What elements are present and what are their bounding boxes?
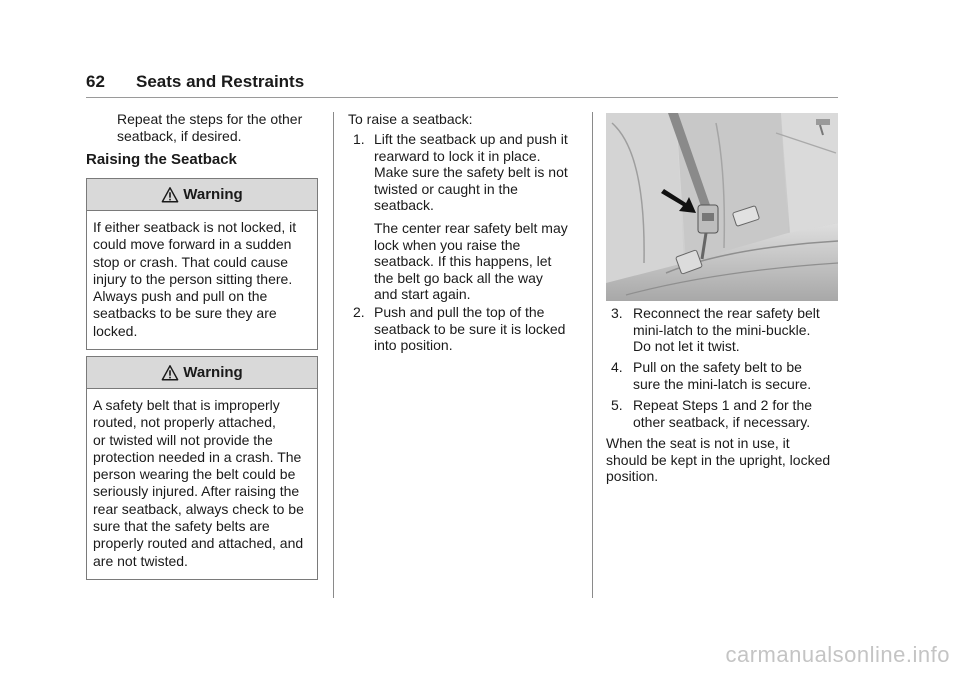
watermark: carmanualsonline.info [725,642,950,667]
text-line: seatback, if desired. [117,127,242,144]
text-line: Repeat Steps 1 and 2 for the [633,397,813,413]
text-line: Make sure the safety belt is not [374,164,568,181]
subsection-heading: Raising the Seatback [86,151,237,168]
text-line: into position. [374,337,453,354]
text-line: the belt go back all the way [374,269,543,286]
text-line: injury to the person sitting there. [93,270,293,287]
step-text [633,359,811,392]
text-line: could move forward in a sudden [93,236,292,253]
text-line: Always push and pull on the [93,288,268,305]
text-line: Pull on the safety belt to be [633,359,802,375]
step-number: 2. [353,304,365,320]
text-line: seatback. If this happens, let [374,253,552,270]
text-line: other seatback, if necessary. [633,413,811,430]
text-line: Lift the seatback up and push it [374,131,568,147]
warning-body [87,211,317,349]
step-note [374,220,568,303]
closing-paragraph [606,435,830,485]
text-line: A safety belt that is improperly [93,397,280,413]
text-line: seatback. [374,197,434,214]
intro-paragraph: To raise a seatback: [348,111,473,127]
text-line: mini-latch to the mini-buckle. [633,321,811,338]
step-number: 4. [611,359,623,375]
text-line: twisted or caught in the [374,180,518,197]
warning-triangle-icon [161,364,179,382]
text-line: Reconnect the rear safety belt [633,305,820,321]
step-text [633,397,812,430]
rear-seat-illustration [606,113,838,301]
text-line: routed, not properly attached, [93,414,276,431]
page-number: 62 [86,72,105,91]
step-text [374,131,568,214]
text-line: seriously injured. After raising the [93,483,300,500]
step-text [374,304,565,354]
intro-paragraph [117,111,302,144]
warning-triangle-icon [161,186,179,204]
section-title: Seats and Restraints [136,72,305,91]
text-line: seatback to be sure it is locked [374,320,566,337]
step-number: 3. [611,305,623,321]
text-line: should be kept in the upright, locked [606,451,831,468]
text-line: or twisted will not provide the [93,431,273,448]
text-line: rear seatback, always check to be [93,500,304,517]
warning-header [87,179,317,211]
text-line: are not twisted. [93,552,188,569]
step-text [633,305,820,355]
text-line: Push and pull the top of the [374,304,545,320]
text-line: seatbacks to be sure they are [93,305,277,322]
column-divider [333,112,334,598]
column-divider [592,112,593,598]
text-line: Repeat the steps for the other [117,111,303,127]
text-line: position. [606,468,659,485]
step-number: 1. [353,131,365,147]
text-line: If either seatback is not locked, it [93,219,297,235]
warning-body [87,389,317,579]
text-line: Do not let it twist. [633,338,740,355]
warning-title: Warning [183,364,243,381]
text-line: and start again. [374,286,471,303]
text-line: person wearing the belt could be [93,466,296,483]
text-line: When the seat is not in use, it [606,435,790,451]
step-number: 5. [611,397,623,413]
text-line: sure that the safety belts are [93,518,270,535]
text-line: rearward to lock it in place. [374,147,541,164]
text-line: The center rear safety belt may [374,220,568,236]
warning-title: Warning [183,186,243,203]
text-line: locked. [93,322,138,339]
text-line: sure the mini-latch is secure. [633,375,812,392]
warning-box [86,356,318,580]
warning-box [86,178,318,350]
page-header [86,72,838,98]
warning-header [87,357,317,389]
text-line: lock when you raise the [374,236,521,253]
text-line: properly routed and attached, and [93,535,304,552]
seat-belt-illustration [606,113,838,301]
text-line: stop or crash. That could cause [93,253,289,270]
text-line: protection needed in a crash. The [93,448,302,465]
